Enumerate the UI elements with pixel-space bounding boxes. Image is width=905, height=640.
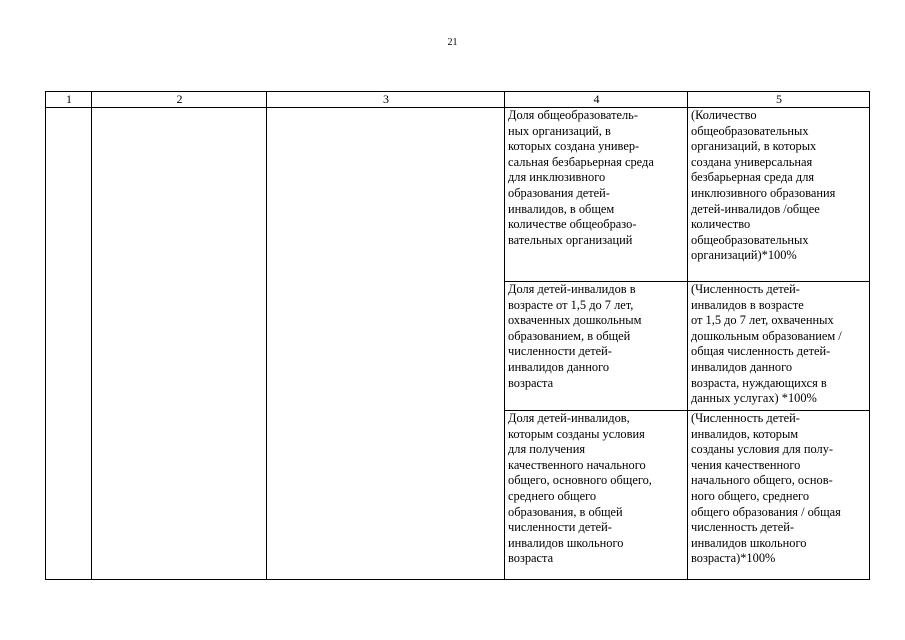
column-header-5: 5 xyxy=(688,92,870,108)
text-line: численности детей- xyxy=(508,520,612,535)
text-line: возраста, нуждающихся в xyxy=(691,375,827,390)
formula-text xyxy=(691,411,867,567)
indicator-cell xyxy=(505,411,688,580)
text-line: среднего общего xyxy=(508,488,597,503)
text-line: ных организаций, в xyxy=(508,123,611,138)
text-line: качественного начального xyxy=(508,457,646,472)
column-header-2: 2 xyxy=(92,92,267,108)
text-line: от 1,5 до 7 лет, охваченных xyxy=(691,313,834,328)
formula-text xyxy=(691,282,867,407)
text-line: инвалидов школьного xyxy=(691,535,807,550)
indicator-text xyxy=(508,108,685,248)
table-row xyxy=(46,108,870,282)
text-line: общеобразовательных xyxy=(691,232,809,247)
indicator-text xyxy=(508,282,685,391)
text-line: возрасте от 1,5 до 7 лет, xyxy=(508,297,634,312)
formula-text xyxy=(691,108,867,264)
text-line: Доля общеобразователь- xyxy=(508,108,638,122)
text-line: чения качественного xyxy=(691,457,801,472)
text-line: инвалидов данного xyxy=(508,359,610,374)
indicator-cell xyxy=(505,108,688,282)
text-line: сальная безбарьерная среда xyxy=(508,154,654,169)
text-line: данных услугах) *100% xyxy=(691,391,817,406)
text-line: инвалидов, в общем xyxy=(508,201,615,216)
text-line: Доля детей-инвалидов в xyxy=(508,282,636,296)
formula-cell xyxy=(688,108,870,282)
indicator-text xyxy=(508,411,685,567)
text-line: для инклюзивного xyxy=(508,170,606,185)
text-line: инвалидов данного xyxy=(691,359,793,374)
text-line: дошкольным образованием / xyxy=(691,328,842,343)
cell-col-3 xyxy=(267,108,505,580)
text-line: детей-инвалидов /общее xyxy=(691,201,820,216)
cell-col-1 xyxy=(46,108,92,580)
text-line: созданы условия для полу- xyxy=(691,442,834,457)
text-line: вательных организаций xyxy=(508,232,633,247)
indicators-table xyxy=(45,91,870,580)
text-line: организаций)*100% xyxy=(691,248,797,263)
column-header-3: 3 xyxy=(267,92,505,108)
text-line: общеобразовательных xyxy=(691,123,809,138)
text-line: начального общего, основ- xyxy=(691,473,833,488)
text-line: возраста xyxy=(508,375,554,390)
text-line: (Количество xyxy=(691,108,757,122)
column-header-1: 1 xyxy=(46,92,92,108)
text-line: организаций, в которых xyxy=(691,139,817,154)
text-line: безбарьерная среда для xyxy=(691,170,815,185)
text-line: (Численность детей- xyxy=(691,282,800,296)
text-line: (Численность детей- xyxy=(691,411,800,425)
text-line: возраста)*100% xyxy=(691,551,776,566)
text-line: образования, в общей xyxy=(508,504,623,519)
column-header-4: 4 xyxy=(505,92,688,108)
text-line: общая численность детей- xyxy=(691,344,831,359)
text-line: инвалидов, которым xyxy=(691,426,799,441)
text-line: численность детей- xyxy=(691,520,794,535)
text-line: охваченных дошкольным xyxy=(508,313,642,328)
text-line: инвалидов школьного xyxy=(508,535,624,550)
table-header-row xyxy=(46,92,870,108)
formula-cell xyxy=(688,411,870,580)
indicator-cell xyxy=(505,282,688,411)
text-line: которым созданы условия xyxy=(508,426,645,441)
text-line: образованием, в общей xyxy=(508,328,631,343)
text-line: количество xyxy=(691,217,751,232)
text-line: инвалидов в возрасте xyxy=(691,297,804,312)
text-line: численности детей- xyxy=(508,344,612,359)
text-line: создана универсальная xyxy=(691,154,813,169)
text-line: ного общего, среднего xyxy=(691,488,810,503)
text-line: общего, основного общего, xyxy=(508,473,652,488)
text-line: Доля детей-инвалидов, xyxy=(508,411,630,425)
text-line: общего образования / общая xyxy=(691,504,841,519)
text-line: для получения xyxy=(508,442,586,457)
text-line: инклюзивного образования xyxy=(691,185,836,200)
formula-cell xyxy=(688,282,870,411)
cell-col-2 xyxy=(92,108,267,580)
text-line: возраста xyxy=(508,551,554,566)
text-line: которых создана универ- xyxy=(508,139,640,154)
page-number: 21 xyxy=(447,37,458,48)
text-line: количестве общеобразо- xyxy=(508,217,637,232)
text-line: образования детей- xyxy=(508,185,610,200)
